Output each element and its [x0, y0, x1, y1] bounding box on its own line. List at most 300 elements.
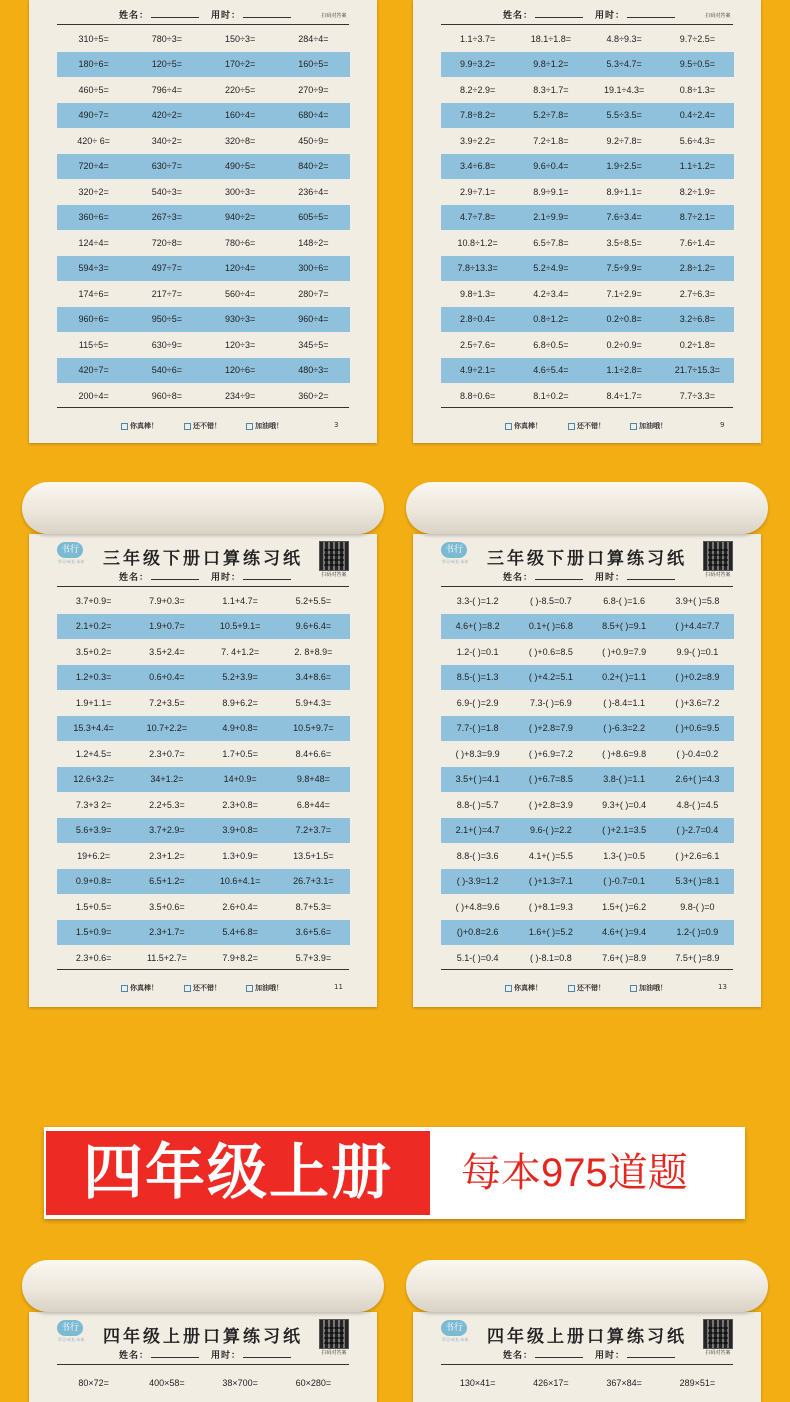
problem-cell: 0.8÷1.3= — [679, 84, 715, 95]
problem-cell: 170÷2= — [225, 59, 256, 69]
problem-cell: 2.2+5.3= — [149, 799, 185, 810]
problem-cell: 4.9+0.8= — [222, 723, 258, 733]
problem-cell: ()+0.8=2.6 — [456, 927, 499, 937]
problem-cell: ( )+3.6=7.2 — [675, 697, 720, 708]
name-blank[interactable] — [151, 9, 199, 18]
problem-cell: 19.1÷4.3= — [604, 84, 645, 95]
problem-row — [441, 614, 734, 639]
problem-row — [57, 716, 350, 741]
sheet-title: 四年级上册口算练习纸 — [103, 1327, 303, 1347]
problem-row — [441, 128, 734, 153]
problem-cell: 15.3+4.4= — [73, 723, 114, 733]
name-label: 姓名： — [503, 573, 534, 583]
problem-cell: 3.5+0.2= — [75, 646, 112, 657]
rating-good[interactable]: 还不错！ — [184, 983, 221, 993]
problem-row — [57, 614, 350, 639]
rating-great[interactable]: 你真棒！ — [505, 983, 542, 993]
problem-cell: 960÷6= — [78, 314, 109, 324]
problem-cell: 38×700= — [222, 1377, 258, 1388]
name-blank[interactable] — [535, 9, 583, 18]
problem-cell: 236÷4= — [298, 186, 329, 197]
time-blank[interactable] — [627, 571, 675, 580]
problem-cell: 9.8-( )=0 — [680, 901, 715, 912]
problem-cell: 3.4÷6.8= — [460, 161, 496, 171]
top-rule — [57, 24, 349, 25]
problem-row — [57, 26, 350, 51]
problem-cell: 10.6+4.1= — [219, 876, 261, 886]
problem-cell: 14+0.9= — [223, 774, 257, 784]
problem-cell: 480÷3= — [298, 365, 329, 375]
problem-row — [441, 818, 734, 843]
problem-cell: 3.2÷6.8= — [679, 314, 715, 324]
problem-cell: 3.8-( )=1.1 — [603, 774, 646, 784]
problem-cell: ( )+8.6=9.8 — [602, 748, 647, 759]
problem-cell: 21.7÷15.3= — [674, 365, 720, 375]
qr-caption: 扫码对答案 — [705, 1350, 731, 1356]
problem-cell: 220÷5= — [225, 84, 256, 95]
problem-cell: 1.1+4.7= — [222, 595, 258, 606]
name-blank[interactable] — [151, 571, 199, 580]
checkbox-icon — [246, 423, 253, 430]
problem-cell: 7.8÷8.2= — [460, 110, 496, 120]
problem-row — [441, 154, 734, 179]
name-time-fields — [503, 570, 687, 583]
checkbox-icon — [246, 985, 253, 992]
problem-cell: 4.8÷9.3= — [606, 33, 642, 44]
problem-cell: 720÷4= — [78, 161, 109, 171]
problem-row — [441, 307, 734, 332]
name-blank[interactable] — [535, 1349, 583, 1358]
problem-cell: 1.2+4.5= — [75, 748, 112, 759]
problem-cell: 9.2÷7.8= — [606, 135, 642, 146]
qr-code-icon[interactable] — [319, 541, 349, 571]
qr-caption: 扫码对答案 — [321, 572, 347, 578]
problem-cell: 1.7+0.5= — [222, 748, 258, 759]
problem-cell: 8.9+6.2= — [222, 697, 258, 708]
name-label: 姓名： — [119, 1351, 150, 1361]
rating-great[interactable]: 你真棒！ — [121, 421, 158, 431]
problem-cell: 9.6+6.4= — [295, 621, 332, 631]
problem-cell: 400×58= — [149, 1377, 185, 1388]
problem-cell: ( )-0.4=0.2 — [676, 748, 719, 759]
problem-cell: 8.8-( )=3.6 — [456, 850, 499, 861]
problem-cell: 300÷3= — [225, 186, 256, 197]
problem-row — [441, 741, 734, 766]
problem-row — [57, 588, 350, 613]
problem-row — [441, 945, 734, 970]
problem-row — [441, 383, 734, 408]
problem-cell: 7.3+3 2= — [75, 799, 112, 810]
brand-logo: 书行 — [57, 542, 83, 558]
problem-cell: 5.3+( )=8.1 — [675, 876, 720, 886]
problem-cell: ( )+8.3=9.9 — [455, 748, 500, 759]
brand-logo: 书行 — [441, 1320, 467, 1336]
time-blank[interactable] — [243, 571, 291, 580]
brand-logo: 书行 — [441, 542, 467, 558]
problem-cell: 560÷4= — [225, 288, 256, 299]
problem-cell: 7.5÷9.9= — [606, 263, 642, 273]
problem-cell: 5.2÷4.9= — [533, 263, 569, 273]
problem-cell: 8.2÷2.9= — [460, 84, 496, 95]
problem-cell: 8.4+6.6= — [295, 748, 332, 759]
problem-row — [441, 281, 734, 306]
brand-logo: 书行 — [57, 1320, 83, 1336]
problem-cell: 160÷4= — [225, 110, 256, 120]
problem-cell: 5.6+3.9= — [75, 825, 112, 835]
checkbox-icon — [505, 423, 512, 430]
problem-row — [57, 154, 350, 179]
problem-cell: 3.3-( )=1.2 — [456, 595, 499, 606]
problem-cell: 0.2÷0.8= — [606, 314, 642, 324]
worksheet-page-3 — [29, 0, 377, 443]
problem-cell: 267÷3= — [151, 212, 182, 222]
problem-cell: 6.8+44= — [296, 799, 330, 810]
problem-cell: 2.5÷7.6= — [460, 339, 496, 350]
qr-code-icon[interactable] — [319, 1319, 349, 1349]
problem-cell: 4.2÷3.4= — [533, 288, 569, 299]
problem-cell: 0.2+( )=1.1 — [602, 672, 647, 682]
problem-cell: 6.9-( )=2.9 — [456, 697, 499, 708]
problem-cell: 1.1÷3.7= — [460, 33, 496, 44]
problem-cell: 8.8÷0.6= — [460, 390, 496, 401]
brand-slogan: 学习·成长·未来 — [57, 559, 85, 564]
problem-row — [57, 741, 350, 766]
problem-cell: 320÷2= — [78, 186, 109, 197]
time-blank[interactable] — [627, 1349, 675, 1358]
problem-cell: 680÷4= — [298, 110, 329, 120]
problem-cell: ( )-3.9=1.2 — [456, 876, 499, 886]
problem-cell: 8.1÷0.2= — [533, 390, 569, 401]
problem-row — [57, 230, 350, 255]
problem-row — [57, 307, 350, 332]
problem-cell: 9.3+( )=0.4 — [602, 799, 647, 810]
problem-cell: 4.8-( )=4.5 — [676, 799, 719, 810]
problem-cell: ( )-0.7=0.1 — [603, 876, 646, 886]
rating-great[interactable]: 你真棒！ — [505, 421, 542, 431]
problem-cell: 115÷5= — [78, 339, 109, 350]
problem-cell: 1.2-( )=0.1 — [456, 646, 499, 657]
problem-cell: 3.6+5.6= — [295, 927, 332, 937]
rating-try[interactable]: 加油哦！ — [630, 983, 667, 993]
checkbox-icon — [184, 985, 191, 992]
problem-cell: 160÷5= — [298, 59, 329, 69]
problem-cell: 5.7+3.9= — [295, 952, 332, 963]
problem-cell: 3.5÷8.5= — [606, 237, 642, 248]
problem-cell: 4.7÷7.8= — [460, 212, 496, 222]
problem-cell: 8.7÷2.1= — [679, 212, 715, 222]
problem-cell: 7.8÷13.3= — [457, 263, 498, 273]
problem-cell: 9.6÷0.4= — [533, 161, 569, 171]
bottom-rule — [57, 969, 349, 970]
name-label: 姓名： — [119, 11, 150, 21]
problem-cell: 0.2÷0.9= — [606, 339, 642, 350]
problem-cell: 0.2÷1.8= — [679, 339, 715, 350]
problem-cell: 950÷5= — [151, 314, 182, 324]
bottom-rule — [441, 407, 733, 408]
problem-cell: 7.3-( )=6.9 — [529, 697, 572, 708]
problem-row — [57, 52, 350, 77]
problem-cell: 9.8÷1.2= — [533, 59, 569, 69]
problem-row — [57, 639, 350, 664]
problem-cell: 7.9+8.2= — [222, 952, 258, 963]
problem-cell: 19+6.2= — [77, 850, 111, 861]
problem-cell: ( )+2.6=6.1 — [675, 850, 720, 861]
problem-cell: 5.1-( )=0.4 — [456, 952, 499, 963]
problem-cell: 420÷2= — [151, 110, 182, 120]
bottom-rule — [57, 407, 349, 408]
problem-cell: 5.2+5.5= — [295, 595, 332, 606]
problem-cell: ( )-8.5=0.7 — [529, 595, 572, 606]
problem-cell: 605÷5= — [298, 212, 329, 222]
problem-row — [441, 52, 734, 77]
name-blank[interactable] — [535, 571, 583, 580]
top-rule — [441, 1364, 733, 1365]
problem-cell: 3.9÷2.2= — [460, 135, 496, 146]
problem-row — [57, 103, 350, 128]
paper-roll — [406, 1260, 768, 1312]
worksheet-page-11 — [29, 534, 377, 1007]
problem-cell: 2.1+0.2= — [75, 621, 112, 631]
problem-cell: 7.7÷3.3= — [679, 390, 715, 401]
problem-cell: 7.6+( )=8.9 — [602, 952, 647, 963]
problem-cell: 320÷8= — [225, 135, 256, 146]
rating-good[interactable]: 还不错！ — [568, 983, 605, 993]
problem-cell: 8.5+( )=9.1 — [602, 621, 647, 631]
problem-cell: 360÷2= — [298, 390, 329, 401]
problem-cell: 5.5÷3.5= — [606, 110, 642, 120]
problem-cell: ( )+8.1=9.3 — [528, 901, 573, 912]
problem-row — [441, 792, 734, 817]
problem-cell: 10.7+2.2= — [146, 723, 188, 733]
name-time-fields — [119, 8, 303, 21]
problem-cell: 0.9+0.8= — [75, 876, 112, 886]
problem-cell: 4.6÷5.4= — [533, 365, 569, 375]
problem-row — [441, 894, 734, 919]
problem-cell: 9.6-( )=2.2 — [529, 825, 572, 835]
problem-cell: 280÷7= — [298, 288, 329, 299]
problem-cell: 270÷9= — [298, 84, 329, 95]
paper-roll — [22, 482, 384, 534]
problem-row — [57, 332, 350, 357]
problem-cell: ( )+4.2=5.1 — [528, 672, 573, 682]
checkbox-icon — [184, 423, 191, 430]
problem-cell: 8.2÷1.9= — [679, 186, 715, 197]
problem-cell: 840÷2= — [298, 161, 329, 171]
problem-row — [57, 894, 350, 919]
problem-cell: 6.5÷7.8= — [533, 237, 569, 248]
problem-cell: 4.6+( )=8.2 — [455, 621, 500, 631]
time-blank[interactable] — [243, 1349, 291, 1358]
problem-cell: 8.9÷9.1= — [533, 186, 569, 197]
top-rule — [57, 1364, 349, 1365]
problem-cell: 594÷3= — [78, 263, 109, 273]
problem-cell: 340÷2= — [151, 135, 182, 146]
problem-row — [57, 869, 350, 894]
problem-row — [441, 588, 734, 613]
problem-cell: ( )+2.8=7.9 — [528, 723, 573, 733]
problem-cell: 5.3÷4.7= — [606, 59, 642, 69]
problem-row — [57, 358, 350, 383]
problem-cell: 490÷7= — [78, 110, 109, 120]
checkbox-icon — [568, 985, 575, 992]
name-label: 姓名： — [119, 573, 150, 583]
problem-cell: 1.1÷2.8= — [606, 365, 642, 375]
problem-cell: 2.3+1.7= — [149, 927, 185, 937]
problem-cell: 9.9-( )=0.1 — [676, 646, 719, 657]
checkbox-icon — [121, 985, 128, 992]
qr-code-icon[interactable] — [703, 541, 733, 571]
rating-try[interactable]: 加油哦！ — [246, 421, 283, 431]
problem-cell: 7. 4+1.2= — [221, 646, 260, 657]
qr-caption: 扫码对答案 — [321, 13, 347, 19]
problem-cell: ( )+0.6=9.5 — [675, 723, 720, 733]
problem-cell: 3.9+( )=5.8 — [675, 595, 720, 606]
rating-great[interactable]: 你真棒！ — [121, 983, 158, 993]
problem-cell: 0.1+( )=6.8 — [528, 621, 573, 631]
problem-cell: 1.9÷2.5= — [606, 161, 642, 171]
problem-row — [441, 256, 734, 281]
problem-cell: 130×41= — [459, 1377, 496, 1388]
problem-cell: 7.2+3.7= — [295, 825, 332, 835]
brand-slogan: 学习·成长·未来 — [441, 559, 469, 564]
problem-row — [441, 1370, 734, 1395]
problem-row — [57, 665, 350, 690]
name-blank[interactable] — [151, 1349, 199, 1358]
problem-cell: 120÷3= — [225, 339, 256, 350]
problem-cell: 2.7÷6.3= — [679, 288, 715, 299]
problem-cell: 3.5+0.6= — [149, 901, 185, 912]
checkbox-icon — [630, 423, 637, 430]
top-rule — [441, 586, 733, 587]
problem-row — [57, 1370, 350, 1395]
time-label: 用时： — [211, 11, 242, 21]
problem-cell: 540÷6= — [151, 365, 182, 375]
problem-row — [441, 205, 734, 230]
problem-cell: 450÷9= — [298, 135, 329, 146]
problem-cell: 10.5+9.7= — [293, 723, 334, 733]
problem-cell: 2.3+0.6= — [75, 952, 112, 963]
problem-cell: 0.6+0.4= — [149, 672, 185, 682]
problem-cell: 3.5+( )=4.1 — [455, 774, 500, 784]
checkbox-icon — [568, 423, 575, 430]
problem-row — [57, 843, 350, 868]
problem-cell: 11.5+2.7= — [146, 952, 187, 963]
problem-row — [441, 77, 734, 102]
page-number: 3 — [334, 421, 339, 429]
problem-cell: ( )+2.1=3.5 — [602, 825, 647, 835]
problem-cell: ( )+0.9=7.9 — [602, 646, 647, 657]
problem-cell: 7.7-( )=1.8 — [456, 723, 499, 733]
problem-cell: 940÷2= — [225, 212, 256, 222]
problem-cell: ( )+4.8=9.6 — [455, 901, 500, 912]
worksheet-page-13 — [413, 534, 761, 1007]
rating-try[interactable]: 加油哦！ — [246, 983, 283, 993]
problem-cell: 9.9÷3.2= — [460, 59, 496, 69]
problem-cell: 8.9÷1.1= — [606, 186, 642, 197]
problem-row — [441, 179, 734, 204]
problem-row — [57, 920, 350, 945]
problem-cell: 1.9+1.1= — [75, 697, 112, 708]
problem-row — [57, 179, 350, 204]
problem-cell: 7.6÷3.4= — [606, 212, 642, 222]
name-label: 姓名： — [503, 11, 534, 21]
problem-cell: 120÷4= — [225, 263, 256, 273]
problem-cell: ( )+2.8=3.9 — [528, 799, 573, 810]
problem-cell: 420÷7= — [78, 365, 109, 375]
problem-cell: 34+1.2= — [150, 774, 184, 784]
problem-cell: 9.8+48= — [296, 774, 330, 784]
checkbox-icon — [630, 985, 637, 992]
problem-cell: 8.8-( )=5.7 — [456, 799, 499, 810]
time-blank[interactable] — [627, 9, 675, 18]
problem-cell: 9.8÷1.3= — [460, 288, 496, 299]
problem-cell: 540÷3= — [151, 186, 182, 197]
problem-cell: 367×84= — [606, 1377, 642, 1388]
qr-caption: 扫码对答案 — [705, 13, 731, 19]
grade-banner — [44, 1127, 745, 1219]
problem-cell: 13.5+1.5= — [293, 850, 334, 861]
name-time-fields — [503, 8, 687, 21]
rating-try[interactable]: 加油哦！ — [630, 421, 667, 431]
problem-cell: 7.5+( )=8.9 — [675, 952, 720, 963]
name-time-fields — [503, 1348, 687, 1361]
problem-cell: 0.8÷1.2= — [533, 314, 569, 324]
problem-cell: ( )+1.3=7.1 — [528, 876, 573, 886]
problem-cell: 8.5-( )=1.3 — [456, 672, 499, 682]
problem-cell: 1.6+( )=5.2 — [528, 927, 573, 937]
problem-row — [57, 792, 350, 817]
problem-cell: 4.1+( )=5.5 — [528, 850, 573, 861]
problem-cell: 217÷7= — [151, 288, 182, 299]
problem-row — [441, 230, 734, 255]
bottom-rule — [441, 969, 733, 970]
problem-row — [441, 26, 734, 51]
problem-cell: 6.8÷0.5= — [533, 339, 569, 350]
time-blank[interactable] — [243, 9, 291, 18]
problem-cell: 1.5+0.9= — [75, 927, 112, 937]
problem-cell: ( )+6.7=8.5 — [528, 774, 573, 784]
time-label: 用时： — [595, 1351, 626, 1361]
problem-cell: 8.3÷1.7= — [533, 84, 569, 95]
qr-code-icon[interactable] — [703, 1319, 733, 1349]
problem-cell: 180÷6= — [78, 59, 109, 69]
problem-cell: 2.6+( )=4.3 — [675, 774, 720, 784]
page-number: 11 — [334, 983, 343, 991]
problem-cell: 1.5+0.5= — [75, 901, 112, 912]
problem-row — [441, 690, 734, 715]
problem-cell: 2.3+0.7= — [149, 748, 185, 759]
problem-cell: 426×17= — [533, 1377, 569, 1388]
problem-cell: 80×72= — [78, 1377, 109, 1388]
name-time-fields — [119, 1348, 303, 1361]
problem-row — [57, 281, 350, 306]
rating-good[interactable]: 还不错！ — [184, 421, 221, 431]
problem-row — [57, 205, 350, 230]
problem-cell: 780÷6= — [225, 237, 256, 248]
checkbox-icon — [505, 985, 512, 992]
worksheet-page-9 — [413, 0, 761, 443]
problem-row — [441, 639, 734, 664]
problem-cell: 9.5÷0.5= — [679, 59, 715, 69]
problem-cell: 234÷9= — [225, 390, 256, 401]
problem-cell: 2.1+( )=4.7 — [455, 825, 500, 835]
problem-cell: 120÷5= — [151, 59, 182, 69]
problem-cell: 300÷6= — [298, 263, 329, 273]
rating-good[interactable]: 还不错！ — [568, 421, 605, 431]
problem-cell: 4.6+( )=9.4 — [602, 927, 647, 937]
problem-cell: 150÷3= — [225, 33, 256, 44]
time-label: 用时： — [211, 1351, 242, 1361]
